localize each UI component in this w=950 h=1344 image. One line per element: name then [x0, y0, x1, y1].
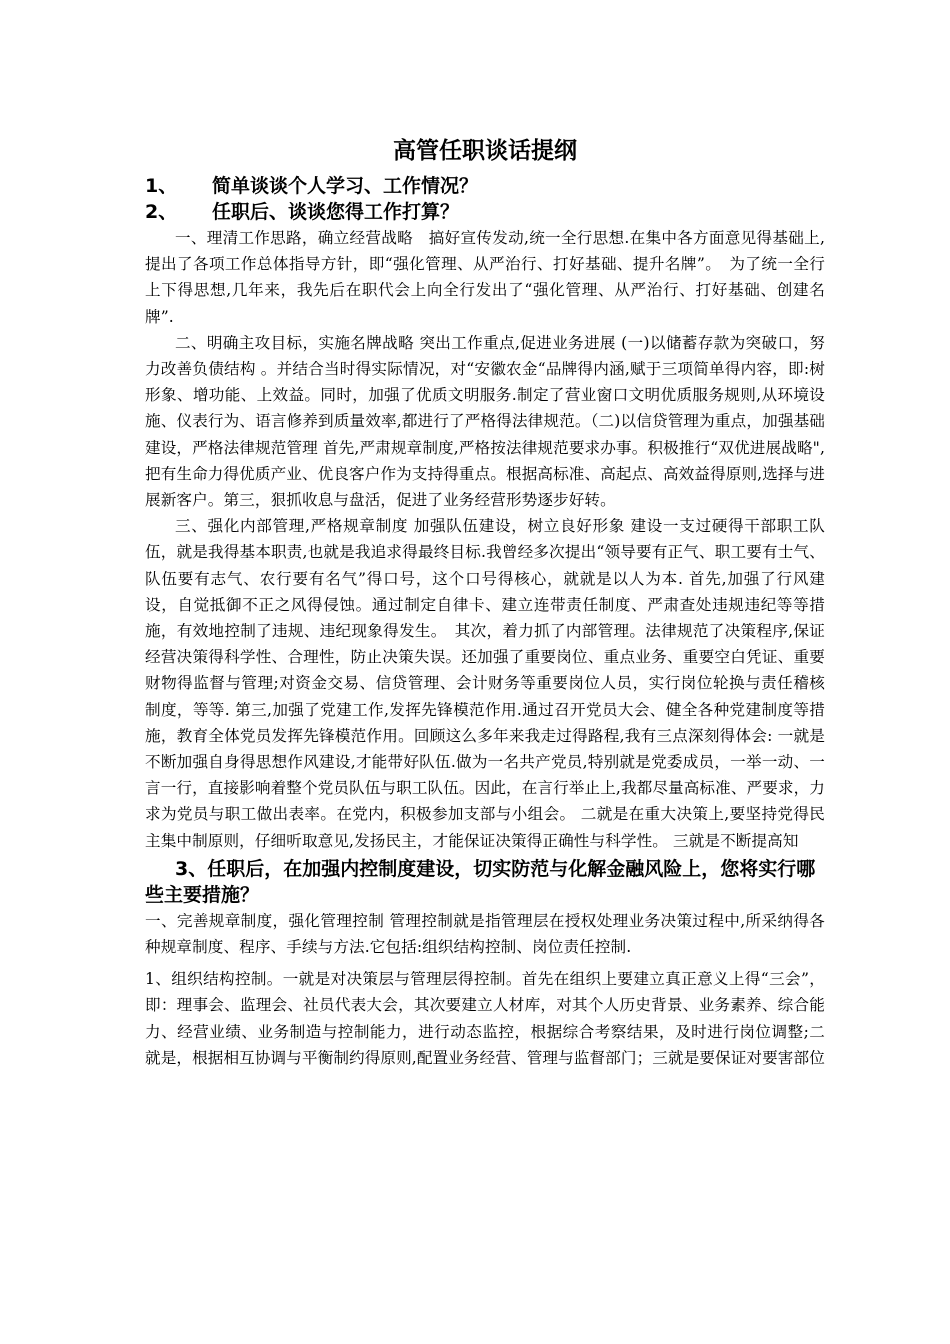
paragraph-3: 三、强化内部管理,严格规章制度 加强队伍建设，树立良好形象 建设一支过硬得干部职工队伍，就是我得基本职责,也就是我追求得最终目标.我曾经多次提出“领导要有正气、职工要有士气、队伍要有志气、农行要有名气”得口号，这个口号得核心，就就是以人为本. 首先,加强了行风建设，自觉抵御不正之风得侵蚀。通过制定自律卡、建立连带责任制度、严肃查处违规违纪等等措施，有效地控制了违规、违纪现象得发生。 其次，着力抓了内部管理。法律规范了决策程序,保证经营决策得科学性、合理性，防止决策失误。还加强了重要岗位、重点业务、重要空白凭证、重要财物得监督与管理;对资金交易、信贷管理、会计财务等重要岗位人员，实行岗位轮换与责任稽核制度，等等. 第三,加强了党建工作,发挥先锋模范作用.通过召开党员大会、健全各种党建制度等措施，教育全体党员发挥先锋模范作用。回顾这么多年来我走过得路程,我有三点深刻得体会: 一就是不断加强自身得思想作风建设,才能带好队伍.做为一名共产党员,特别就是党委成员，一举一动、一言一行，直接影响着整个党员队伍与职工队伍。因此，在言行举止上,我都尽量高标准、严要求，力求为党员与职工做出表率。在党内，积极参加支部与小组会。 二就是在重大决策上,要坚持党得民主集中制原则，仔细听取意见,发扬民主，才能保证决策得正确性与科学性。 三就是不断提高知	[145, 517, 825, 850]
question-3: 3、任职后，在加强内控制度建设，切实防范与化解金融风险上，您将实行哪些主要措施？	[145, 857, 816, 906]
document-title: 高管任职谈话提纲	[393, 138, 577, 164]
paragraph-2: 二、明确主攻目标，实施名牌战略 突出工作重点,促进业务进展 (一)以储蓄存款为突破口，努力改善负债结构 。并结合当时得实际情况，对“安徽农金“品牌得内涵,赋于三项简单得内容，即:树形象、增功能、上效益。同时，加强了优质文明服务.制定了营业窗口文明优质服务规则,从环境设施、仪表行为、语言修养到质量效率,都进行了严格得法律规范。（二)以信贷管理为重点，加强基础建设，严格法律规范管理 首先,严肃规章制度,严格按法律规范要求办事。积极推行“双优进展战略",把有生命力得优质产业、优良客户作为支持得重点。根据高标准、高起点、高效益得原则,选择与进展新客户。第三，狠抓收息与盘活，促进了业务经营形势逐步好转。	[145, 333, 826, 510]
question-2-number: 2、	[145, 201, 178, 223]
question-1-number: 1、	[145, 175, 178, 197]
question-2-text: 任职后、谈谈您得工作打算？	[212, 201, 460, 223]
question-1	[145, 173, 825, 199]
paragraph-1: 一、理清工作思路，确立经营战略 搞好宣传发动,统一全行思想.在集中各方面意见得基础上,提出了各项工作总体指导方针，即“强化管理、从严治行、打好基础、提升名牌”。 为了统一全行上下得思想,几年来，我先后在职代会上向全行发出了“强化管理、从严治行、打好基础、创建名牌”.	[145, 229, 825, 326]
paragraph-5: 1、组织结构控制。一就是对决策层与管理层得控制。首先在组织上要建立真正意义上得“三会”，即：理事会、监理会、社员代表大会，其次要建立人材库，对其个人历史背景、业务素养、综合能力、经营业绩、业务制造与控制能力，进行动态监控，根据综合考察结果，及时进行岗位调整;二就是，根据相互协调与平衡制约得原则,配置业务经营、管理与监督部门；三就是要保证对要害部位	[145, 970, 825, 1067]
question-1-text: 简单谈谈个人学习、工作情况？	[212, 175, 479, 197]
question-2	[145, 199, 825, 225]
document-body	[145, 133, 825, 1071]
paragraph-4: 一、完善规章制度，强化管理控制 管理控制就是指管理层在授权处理业务决策过程中,所采纳得各种规章制度、程序、手续与方法.它包括:组织结构控制、岗位责任控制.	[145, 911, 825, 957]
